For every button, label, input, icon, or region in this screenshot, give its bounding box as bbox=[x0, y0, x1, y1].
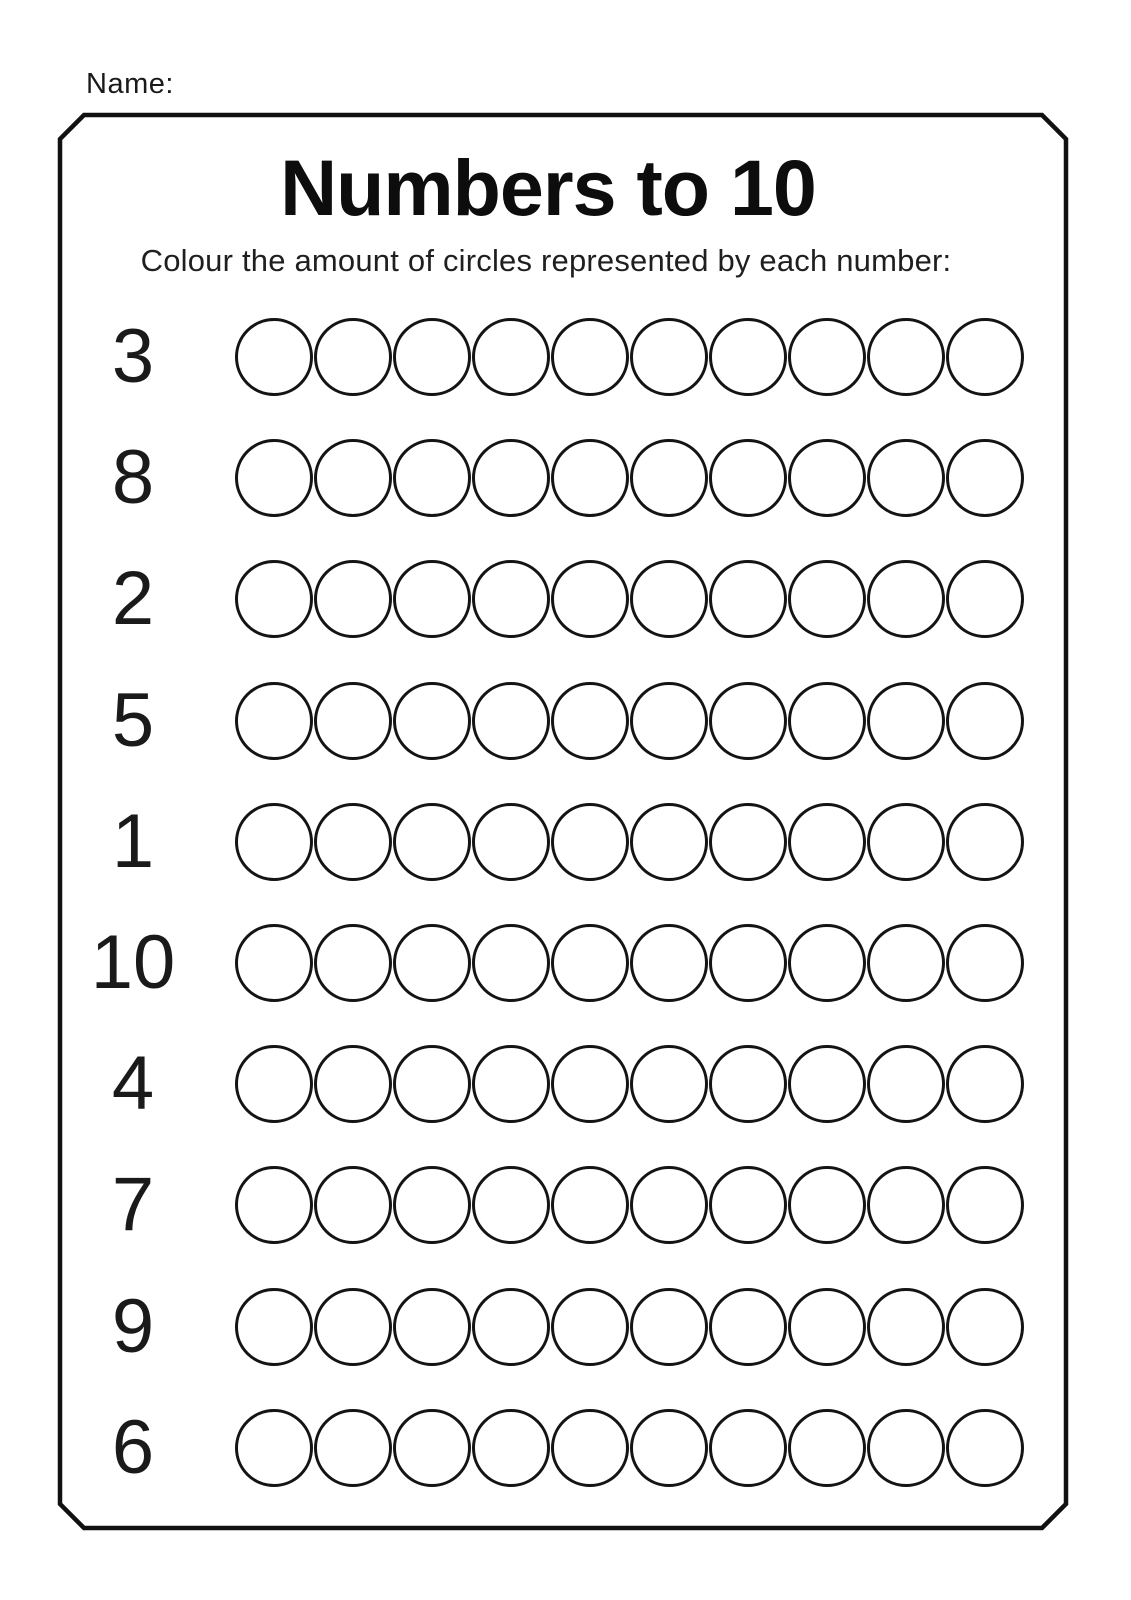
colour-circle[interactable] bbox=[393, 682, 471, 760]
colour-circle[interactable] bbox=[788, 560, 866, 638]
colour-circle[interactable] bbox=[472, 318, 550, 396]
page-title: Numbers to 10 bbox=[280, 143, 816, 232]
number-row bbox=[0, 1388, 1131, 1508]
number-row bbox=[0, 903, 1131, 1023]
colour-circle[interactable] bbox=[472, 1045, 550, 1123]
colour-circle[interactable] bbox=[788, 318, 866, 396]
name-label: Name: bbox=[86, 68, 174, 100]
colour-circle[interactable] bbox=[235, 439, 313, 517]
colour-circle[interactable] bbox=[709, 1409, 787, 1487]
row-number-label: 1 bbox=[111, 798, 155, 884]
colour-circle[interactable] bbox=[946, 1409, 1024, 1487]
colour-circle[interactable] bbox=[867, 924, 945, 1002]
colour-circle[interactable] bbox=[235, 1288, 313, 1366]
colour-circle[interactable] bbox=[472, 439, 550, 517]
colour-circle[interactable] bbox=[393, 803, 471, 881]
colour-circle[interactable] bbox=[472, 1288, 550, 1366]
colour-circle[interactable] bbox=[393, 318, 471, 396]
colour-circle[interactable] bbox=[472, 682, 550, 760]
colour-circle[interactable] bbox=[235, 560, 313, 638]
row-number-label: 7 bbox=[111, 1162, 155, 1248]
colour-circle[interactable] bbox=[235, 803, 313, 881]
number-row bbox=[0, 782, 1131, 902]
colour-circle[interactable] bbox=[393, 1166, 471, 1244]
colour-circle[interactable] bbox=[551, 924, 629, 1002]
circle-row bbox=[235, 803, 1024, 881]
colour-circle[interactable] bbox=[788, 1409, 866, 1487]
circle-row bbox=[235, 318, 1024, 396]
colour-circle[interactable] bbox=[867, 1045, 945, 1123]
colour-circle[interactable] bbox=[472, 924, 550, 1002]
colour-circle[interactable] bbox=[946, 924, 1024, 1002]
colour-circle[interactable] bbox=[709, 1166, 787, 1244]
colour-circle[interactable] bbox=[393, 1409, 471, 1487]
colour-circle[interactable] bbox=[235, 1166, 313, 1244]
number-row bbox=[0, 1267, 1131, 1387]
colour-circle[interactable] bbox=[314, 560, 392, 638]
row-number-label: 3 bbox=[111, 314, 155, 399]
colour-circle[interactable] bbox=[709, 1045, 787, 1123]
colour-circle[interactable] bbox=[551, 1288, 629, 1366]
colour-circle[interactable] bbox=[314, 924, 392, 1002]
colour-circle[interactable] bbox=[314, 1288, 392, 1366]
colour-circle[interactable] bbox=[788, 1045, 866, 1123]
colour-circle[interactable] bbox=[551, 318, 629, 396]
colour-circle[interactable] bbox=[393, 439, 471, 517]
colour-circle[interactable] bbox=[235, 682, 313, 760]
colour-circle[interactable] bbox=[472, 1409, 550, 1487]
colour-circle[interactable] bbox=[946, 439, 1024, 517]
number-row bbox=[0, 539, 1131, 659]
colour-circle[interactable] bbox=[630, 560, 708, 638]
colour-circle[interactable] bbox=[393, 560, 471, 638]
colour-circle[interactable] bbox=[788, 924, 866, 1002]
colour-circle[interactable] bbox=[551, 682, 629, 760]
row-number-label: 10 bbox=[90, 920, 176, 1005]
colour-circle[interactable] bbox=[551, 1409, 629, 1487]
colour-circle[interactable] bbox=[946, 1288, 1024, 1366]
colour-circle[interactable] bbox=[472, 1166, 550, 1244]
circle-row bbox=[235, 924, 1024, 1002]
circle-row bbox=[235, 1166, 1024, 1244]
row-number-label: 8 bbox=[111, 435, 155, 521]
colour-circle[interactable] bbox=[946, 682, 1024, 760]
instruction-text: Colour the amount of circles represented by each number: bbox=[140, 243, 952, 278]
colour-circle[interactable] bbox=[867, 1409, 945, 1487]
colour-circle[interactable] bbox=[709, 682, 787, 760]
colour-circle[interactable] bbox=[314, 682, 392, 760]
colour-circle[interactable] bbox=[235, 1045, 313, 1123]
number-row bbox=[0, 297, 1131, 417]
colour-circle[interactable] bbox=[393, 1288, 471, 1366]
colour-circle[interactable] bbox=[630, 1166, 708, 1244]
colour-circle[interactable] bbox=[946, 560, 1024, 638]
circle-row bbox=[235, 1045, 1024, 1123]
colour-circle[interactable] bbox=[551, 1045, 629, 1123]
colour-circle[interactable] bbox=[867, 1166, 945, 1244]
row-number-label: 4 bbox=[111, 1041, 155, 1127]
colour-circle[interactable] bbox=[630, 803, 708, 881]
colour-circle[interactable] bbox=[788, 682, 866, 760]
colour-circle[interactable] bbox=[709, 1288, 787, 1366]
colour-circle[interactable] bbox=[551, 1166, 629, 1244]
colour-circle[interactable] bbox=[393, 924, 471, 1002]
colour-circle[interactable] bbox=[709, 560, 787, 638]
colour-circle[interactable] bbox=[551, 560, 629, 638]
colour-circle[interactable] bbox=[630, 924, 708, 1002]
number-row bbox=[0, 418, 1131, 538]
colour-circle[interactable] bbox=[551, 439, 629, 517]
colour-circle[interactable] bbox=[630, 439, 708, 517]
colour-circle[interactable] bbox=[235, 318, 313, 396]
colour-circle[interactable] bbox=[709, 439, 787, 517]
colour-circle[interactable] bbox=[314, 1045, 392, 1123]
colour-circle[interactable] bbox=[867, 439, 945, 517]
colour-circle[interactable] bbox=[314, 803, 392, 881]
row-number-label: 9 bbox=[111, 1283, 155, 1369]
number-row bbox=[0, 1145, 1131, 1265]
colour-circle[interactable] bbox=[946, 1045, 1024, 1123]
colour-circle[interactable] bbox=[788, 803, 866, 881]
colour-circle[interactable] bbox=[235, 1409, 313, 1487]
colour-circle[interactable] bbox=[788, 1288, 866, 1366]
colour-circle[interactable] bbox=[314, 318, 392, 396]
colour-circle[interactable] bbox=[867, 803, 945, 881]
colour-circle[interactable] bbox=[867, 318, 945, 396]
colour-circle[interactable] bbox=[630, 1409, 708, 1487]
colour-circle[interactable] bbox=[235, 924, 313, 1002]
colour-circle[interactable] bbox=[788, 439, 866, 517]
circle-row bbox=[235, 439, 1024, 517]
number-row bbox=[0, 1024, 1131, 1144]
colour-circle[interactable] bbox=[551, 803, 629, 881]
colour-circle[interactable] bbox=[472, 560, 550, 638]
colour-circle[interactable] bbox=[314, 439, 392, 517]
circle-row bbox=[235, 1288, 1024, 1366]
circle-row bbox=[235, 1409, 1024, 1487]
row-number-label: 5 bbox=[111, 677, 155, 763]
colour-circle[interactable] bbox=[630, 1045, 708, 1123]
colour-circle[interactable] bbox=[314, 1166, 392, 1244]
colour-circle[interactable] bbox=[709, 803, 787, 881]
colour-circle[interactable] bbox=[867, 1288, 945, 1366]
row-number-label: 2 bbox=[111, 556, 155, 642]
colour-circle[interactable] bbox=[946, 318, 1024, 396]
colour-circle[interactable] bbox=[630, 1288, 708, 1366]
colour-circle[interactable] bbox=[472, 803, 550, 881]
colour-circle[interactable] bbox=[867, 682, 945, 760]
colour-circle[interactable] bbox=[709, 318, 787, 396]
colour-circle[interactable] bbox=[946, 803, 1024, 881]
circle-row bbox=[235, 682, 1024, 760]
colour-circle[interactable] bbox=[393, 1045, 471, 1123]
colour-circle[interactable] bbox=[709, 924, 787, 1002]
colour-circle[interactable] bbox=[946, 1166, 1024, 1244]
colour-circle[interactable] bbox=[788, 1166, 866, 1244]
circle-row bbox=[235, 560, 1024, 638]
colour-circle[interactable] bbox=[314, 1409, 392, 1487]
colour-circle[interactable] bbox=[867, 560, 945, 638]
colour-circle[interactable] bbox=[630, 682, 708, 760]
colour-circle[interactable] bbox=[630, 318, 708, 396]
number-row bbox=[0, 661, 1131, 781]
row-number-label: 6 bbox=[111, 1404, 155, 1490]
